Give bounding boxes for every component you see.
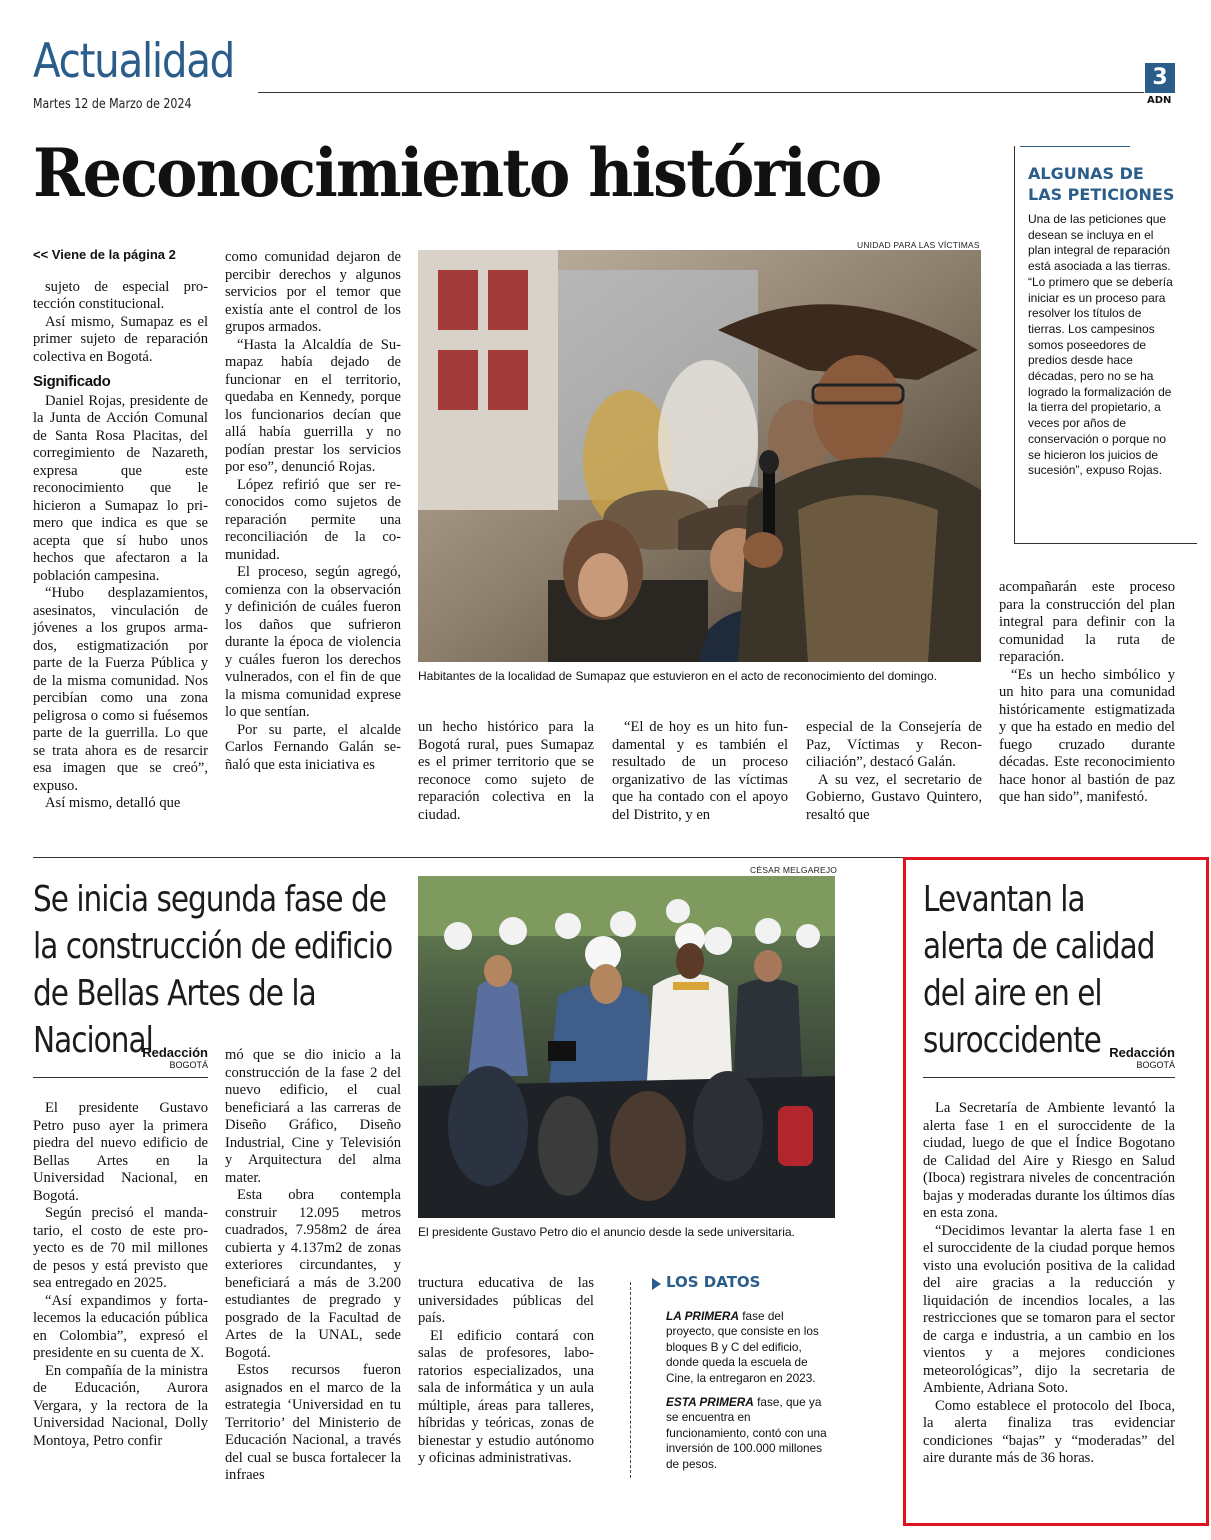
aire-body [923, 1100, 1175, 1468]
paragraph: acompañarán este proceso para la construcción del plan integral para definir con la comunidad la ruta de reparación. [999, 579, 1175, 665]
paragraph: En compañía de la ministra de Educación, Aurora Vergara, y la rectora de la Universidad Nacional, Dolly Montoya, Petro confir [33, 1362, 208, 1449]
datos-title: LOS DATOS [666, 1273, 761, 1291]
paragraph: Como establece el protocolo del Iboca, la alerta finaliza tras evidenciar condiciones “bajas” y “moderadas” del aire durante más de 36 horas. [923, 1397, 1175, 1466]
section-name: Actualidad [33, 34, 235, 89]
issue-date: Martes 12 de Marzo de 2024 [33, 97, 192, 112]
paragraph: tructura educativa de las universidades públicas del país. [418, 1275, 594, 1326]
bellas-artes-photo [418, 876, 835, 1218]
byline-city: BOGOTÁ [1136, 1060, 1175, 1070]
photo-caption: Habitantes de la localidad de Sumapaz que estuvieron en el acto de reconocimiento del domingo. [418, 669, 937, 683]
main-col-6 [999, 579, 1175, 807]
paragraph: “Así expandimos y fortalecemos la educación pública en Colombia”, expresó el presidente en su cuenta de X. [33, 1292, 208, 1361]
datos-item [666, 1395, 831, 1472]
continued-from: << Viene de la página 2 [33, 247, 176, 262]
paragraph: Según precisó el mandatario, el costo de este proyecto es de 70 mil millones de pesos y está previsto que sea entregado en 2025. [33, 1205, 208, 1291]
subhead: Significado [33, 373, 111, 390]
paragraph: mó que se dio inicio a la construcción de la fase 2 del nuevo edificio, el cual beneficiará a las carreras de Diseño Gráfico, Diseño Industrial, Cine y Televisión y Arquitectura del alma mater. [225, 1047, 401, 1186]
photo-credit: UNIDAD PARA LAS VÍCTIMAS [857, 240, 980, 250]
bellas-artes-title: Se inicia segunda fase de la construcción de edificio de Bellas Artes de la Nacional [33, 879, 393, 1061]
paragraph: Así mismo, detalló que [45, 795, 181, 811]
paragraph: “El de hoy es un hito fundamental y es también el resultado de un proceso organizativo de las víctimas que ha contado con el apoyo del Distrito, y en [612, 719, 788, 823]
main-headline: Reconocimiento histórico [33, 134, 881, 212]
aire-byline [923, 1045, 1175, 1070]
paragraph: Esta obra contempla construir 12.095 metros cuadrados, 7.958m2 de área cubierta y 4.137m2 de zonas exteriores circundantes, y beneficiará a más de 3.200 estudiantes de pregrado y posgrado de la Facultad de Artes de la UNAL, sede Bogotá. [225, 1187, 401, 1361]
main-photo [418, 250, 981, 662]
paragraph: Estos recursos fueron asignados en el marco de la estrategia ‘Universidad en tu Territorio’ del Ministerio de Educación Nacional, a través del cual se busca fortalecer la infraes [225, 1362, 401, 1483]
sumapaz-event-photo [418, 250, 981, 662]
paragraph: sujeto de especial protección constitucional. [33, 278, 208, 312]
datos-text: fase del proyecto, que consiste en los bloques B y C del edificio, donde queda la escuela de Cine, la entregaron en 2023. [666, 1309, 819, 1385]
bellas-artes-byline [33, 1045, 208, 1070]
main-col-4 [612, 719, 788, 824]
paragraph: “Hubo desplazamientos, asesinatos, vinculación de jóvenes a los grupos armados, estigmatización por parte de la Fuerza Pública y de la misma comunidad. Nos percibían como una zona peligrosa o como si fuésemos parte de la guerrilla. Lo que se trata ahora es de resarcir esa imagen que se creó”, expuso. [33, 585, 208, 794]
bellas-artes-col-3 [418, 1275, 594, 1468]
paragraph: El proceso, según agregó, comienza con la observación y definición de cuáles fueron los daños que sufrieron durante la época de violencia y cuáles fueron los derechos vulnerados, con el fin de que la misma comunidad exprese lo que sentían. [225, 564, 401, 720]
datos-item [666, 1309, 831, 1386]
paragraph: como comunidad dejaron de percibir derechos y algunos servicios por el temor que existía ante el control de los grupos armados. [225, 249, 401, 335]
paragraph: “Hasta la Alcaldía de Sumapaz había dejado de funcionar en el territorio, quedaba en Kennedy, porque los funcionarios decían que allá había guerrilla y no podían prestar los servicios por eso”, denunció Rojas. [225, 336, 401, 475]
photo-caption: El presidente Gustavo Petro dio el anuncio desde la sede universitaria. [418, 1225, 795, 1239]
datos-lead: LA PRIMERA [666, 1309, 739, 1323]
paragraph: El presidente Gustavo Petro puso ayer la primera piedra del nuevo edificio de Bellas Artes en la Universidad Nacional, en Bogotá. [33, 1100, 208, 1204]
bellas-artes-col-1 [33, 1100, 208, 1450]
main-col-3 [418, 719, 594, 824]
arrow-icon [652, 1278, 661, 1290]
sidebar-title: ALGUNAS DE LAS PETICIONES [1028, 164, 1175, 204]
byline-rule [923, 1077, 1175, 1078]
paragraph: El edificio contará con salas de profesores, laboratorios especializados, una sala de informática y un aula múltiple, áreas para talleres, híbridas y teóricas, zonas de bienestar y estudio autónomo y oficinas administrativas. [418, 1327, 594, 1466]
byline-city: BOGOTÁ [169, 1060, 208, 1070]
main-col-5 [806, 719, 982, 824]
brand-logo: ADN [1147, 95, 1172, 106]
byline-name: Redacción [142, 1045, 208, 1060]
datos-rule [630, 1282, 631, 1478]
bellas-artes-col-2 [225, 1047, 401, 1485]
sidebar-body: Una de las peticiones que desean se incluya en el plan integral de reparación está asociada a las tierras. “Lo primero que se debería iniciar es un proceso para resolver los títulos de tierras. Los campesinos somos poseedores de predios desde hace décadas, pero no se ha logrado la formalización de la tierra del propietario, a veces por años de conservación o porque no se hicieron los juicios de sucesión”, expuso Rojas. [1028, 212, 1173, 478]
datos-text: fase, que ya se encuentra en funcionamiento, contó con una inversión de 100.000 millones de pesos. [666, 1395, 827, 1471]
datos-body [666, 1309, 831, 1481]
paragraph: “Decidimos levantar la alerta fase 1 en el suroccidente de la ciudad porque hemos visto una evolución positiva de la calidad del aire gracias a la reducción y liquidación de incendios locales, a las restricciones que se tomaron para el sector de carga e industria, a un cambio en los vientos y a mejores condiciones meteorológicas”, dijo la secretaria de Ambiente, Adriana Soto. [923, 1222, 1175, 1396]
datos-lead: ESTA PRIMERA [666, 1395, 754, 1410]
paragraph: un hecho histórico para la Bogotá rural, pues Sumapaz es el primer territorio que se reconoce como sujeto de reparación colectiva en la ciudad. [418, 719, 594, 823]
paragraph: La Secretaría de Ambiente levantó la alerta fase 1 en el suroccidente de la ciudad, luego de que el Índice Bogotano de Calidad del Aire y Riesgo en Salud (Iboca) registrara niveles de concentración bajas y moderadas durante los últimos días en esta zona. [923, 1100, 1175, 1221]
paragraph: López refirió que ser reconocidos como sujetos de reparación permite una reconciliación de la comunidad. [225, 476, 401, 563]
paragraph: “Es un hecho simbólico y un hito para una comunidad históricamente estigmatizada y que ha estado en medio del fuego cruzado durante décadas. Este reconocimiento hace honor al bastión de paz que han sido”, manifestó. [999, 666, 1175, 805]
paragraph: Así mismo, Sumapaz es el primer sujeto de reparación colectiva en Bogotá. [33, 313, 208, 365]
aire-title: Levantan la alerta de calidad del aire en el suroccidente [923, 879, 1155, 1061]
photo-credit: CÉSAR MELGAREJO [750, 865, 838, 875]
page-number: 3 [1145, 63, 1175, 93]
header-rule [258, 92, 1144, 93]
main-col-1 [33, 246, 208, 813]
byline-name: Redacción [1109, 1045, 1175, 1060]
main-col-2 [225, 249, 401, 774]
paragraph: A su vez, el secretario de Gobierno, Gustavo Quintero, resaltó que [806, 771, 982, 823]
paragraph: especial de la Consejería de Paz, Víctimas y Reconciliación”, destacó Galán. [806, 719, 982, 770]
byline-rule [33, 1077, 208, 1078]
paragraph: Por su parte, el alcalde Carlos Fernando Galán señaló que esta iniciativa es [225, 721, 401, 773]
petro-ceremony-photo [418, 876, 835, 1218]
sidebar-top-rule [1020, 146, 1130, 147]
paragraph: Daniel Rojas, presidente de la Junta de Acción Comunal de Santa Rosa Placitas, del corregimiento de Nazareth, expresa que este reconocimiento que le hicieron a Sumapaz lo primero que indica es que se acepta que sí hubo unos hechos que afectaron a la población campesina. [33, 392, 208, 584]
